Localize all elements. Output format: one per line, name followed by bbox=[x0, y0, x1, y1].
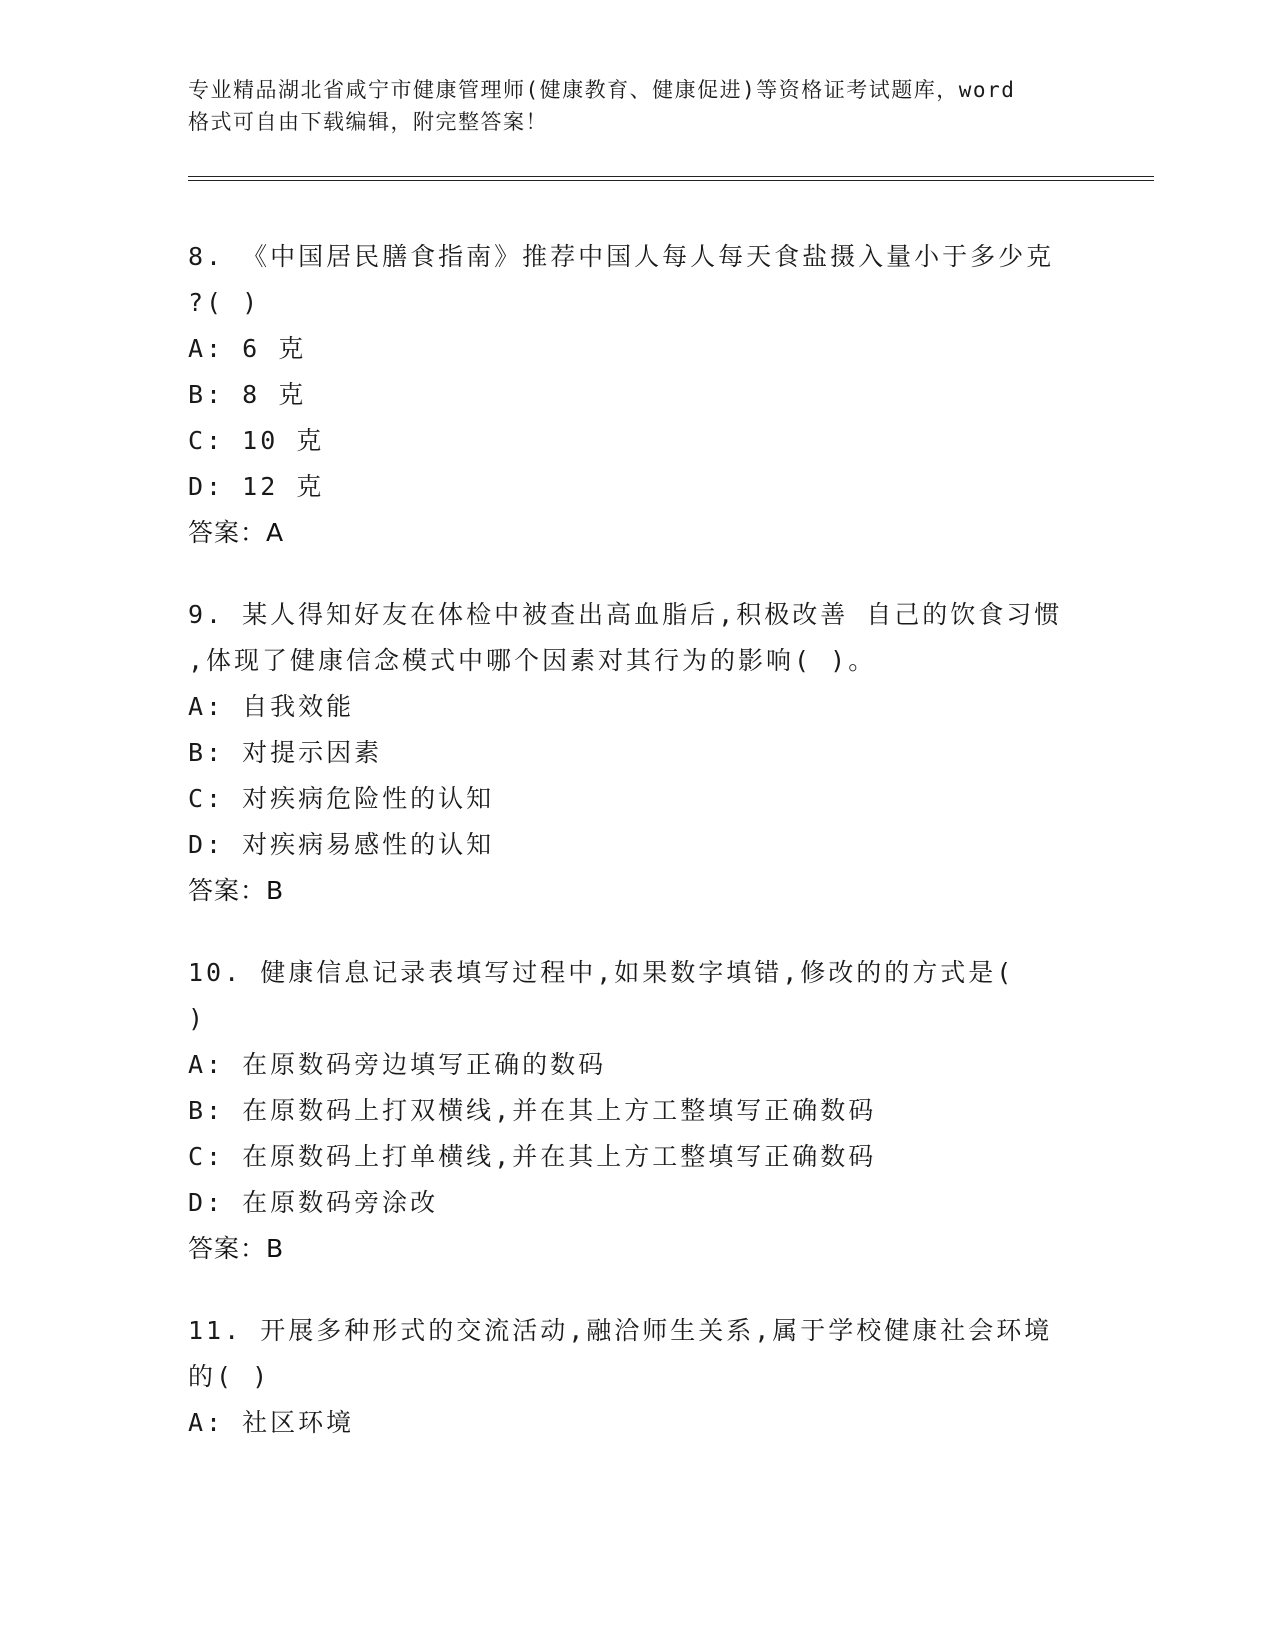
option-b: B: 对提示因素 bbox=[188, 738, 383, 767]
question-10 bbox=[188, 950, 1088, 1272]
header-divider-top bbox=[188, 176, 1154, 177]
option-a: A: 6 克 bbox=[188, 334, 307, 363]
option-a: A: 自我效能 bbox=[188, 692, 355, 721]
option-a: A: 社区环境 bbox=[188, 1408, 355, 1437]
question-8 bbox=[188, 234, 1088, 556]
question-stem: 9. 某人得知好友在体检中被查出高血脂后,积极改善 自己的饮食习惯 bbox=[188, 600, 1063, 629]
header-line-2: 格式可自由下载编辑，附完整答案！ bbox=[188, 110, 548, 134]
question-stem: 11. 开展多种形式的交流活动,融洽师生关系,属于学校健康社会环境 bbox=[188, 1316, 1053, 1345]
question-stem: 8. 《中国居民膳食指南》推荐中国人每人每天食盐摄入量小于多少克 bbox=[188, 242, 1055, 271]
header-divider-bottom bbox=[188, 180, 1154, 181]
question-stem-continued: ,体现了健康信念模式中哪个因素对其行为的影响( )。 bbox=[188, 646, 877, 675]
answer-label: 答案：A bbox=[188, 518, 285, 547]
option-c: C: 对疾病危险性的认知 bbox=[188, 784, 495, 813]
option-d: D: 在原数码旁涂改 bbox=[188, 1188, 439, 1217]
option-b: B: 8 克 bbox=[188, 380, 307, 409]
question-list bbox=[188, 234, 1088, 1482]
question-stem: 10. 健康信息记录表填写过程中,如果数字填错,修改的的方式是( bbox=[188, 958, 1015, 987]
question-stem-continued: 的( ) bbox=[188, 1362, 271, 1391]
answer-label: 答案：B bbox=[188, 1234, 285, 1263]
question-stem-continued: ) bbox=[188, 1004, 207, 1033]
question-stem-continued: ?( ) bbox=[188, 288, 261, 317]
option-b: B: 在原数码上打双横线,并在其上方工整填写正确数码 bbox=[188, 1096, 877, 1125]
option-c: C: 在原数码上打单横线,并在其上方工整填写正确数码 bbox=[188, 1142, 877, 1171]
document-header bbox=[188, 74, 1108, 138]
option-c: C: 10 克 bbox=[188, 426, 325, 455]
question-11 bbox=[188, 1308, 1088, 1446]
header-line-1: 专业精品湖北省咸宁市健康管理师(健康教育、健康促进)等资格证考试题库，word bbox=[188, 78, 1016, 102]
option-d: D: 12 克 bbox=[188, 472, 325, 501]
question-9 bbox=[188, 592, 1088, 914]
option-d: D: 对疾病易感性的认知 bbox=[188, 830, 495, 859]
option-a: A: 在原数码旁边填写正确的数码 bbox=[188, 1050, 607, 1079]
answer-label: 答案：B bbox=[188, 876, 285, 905]
